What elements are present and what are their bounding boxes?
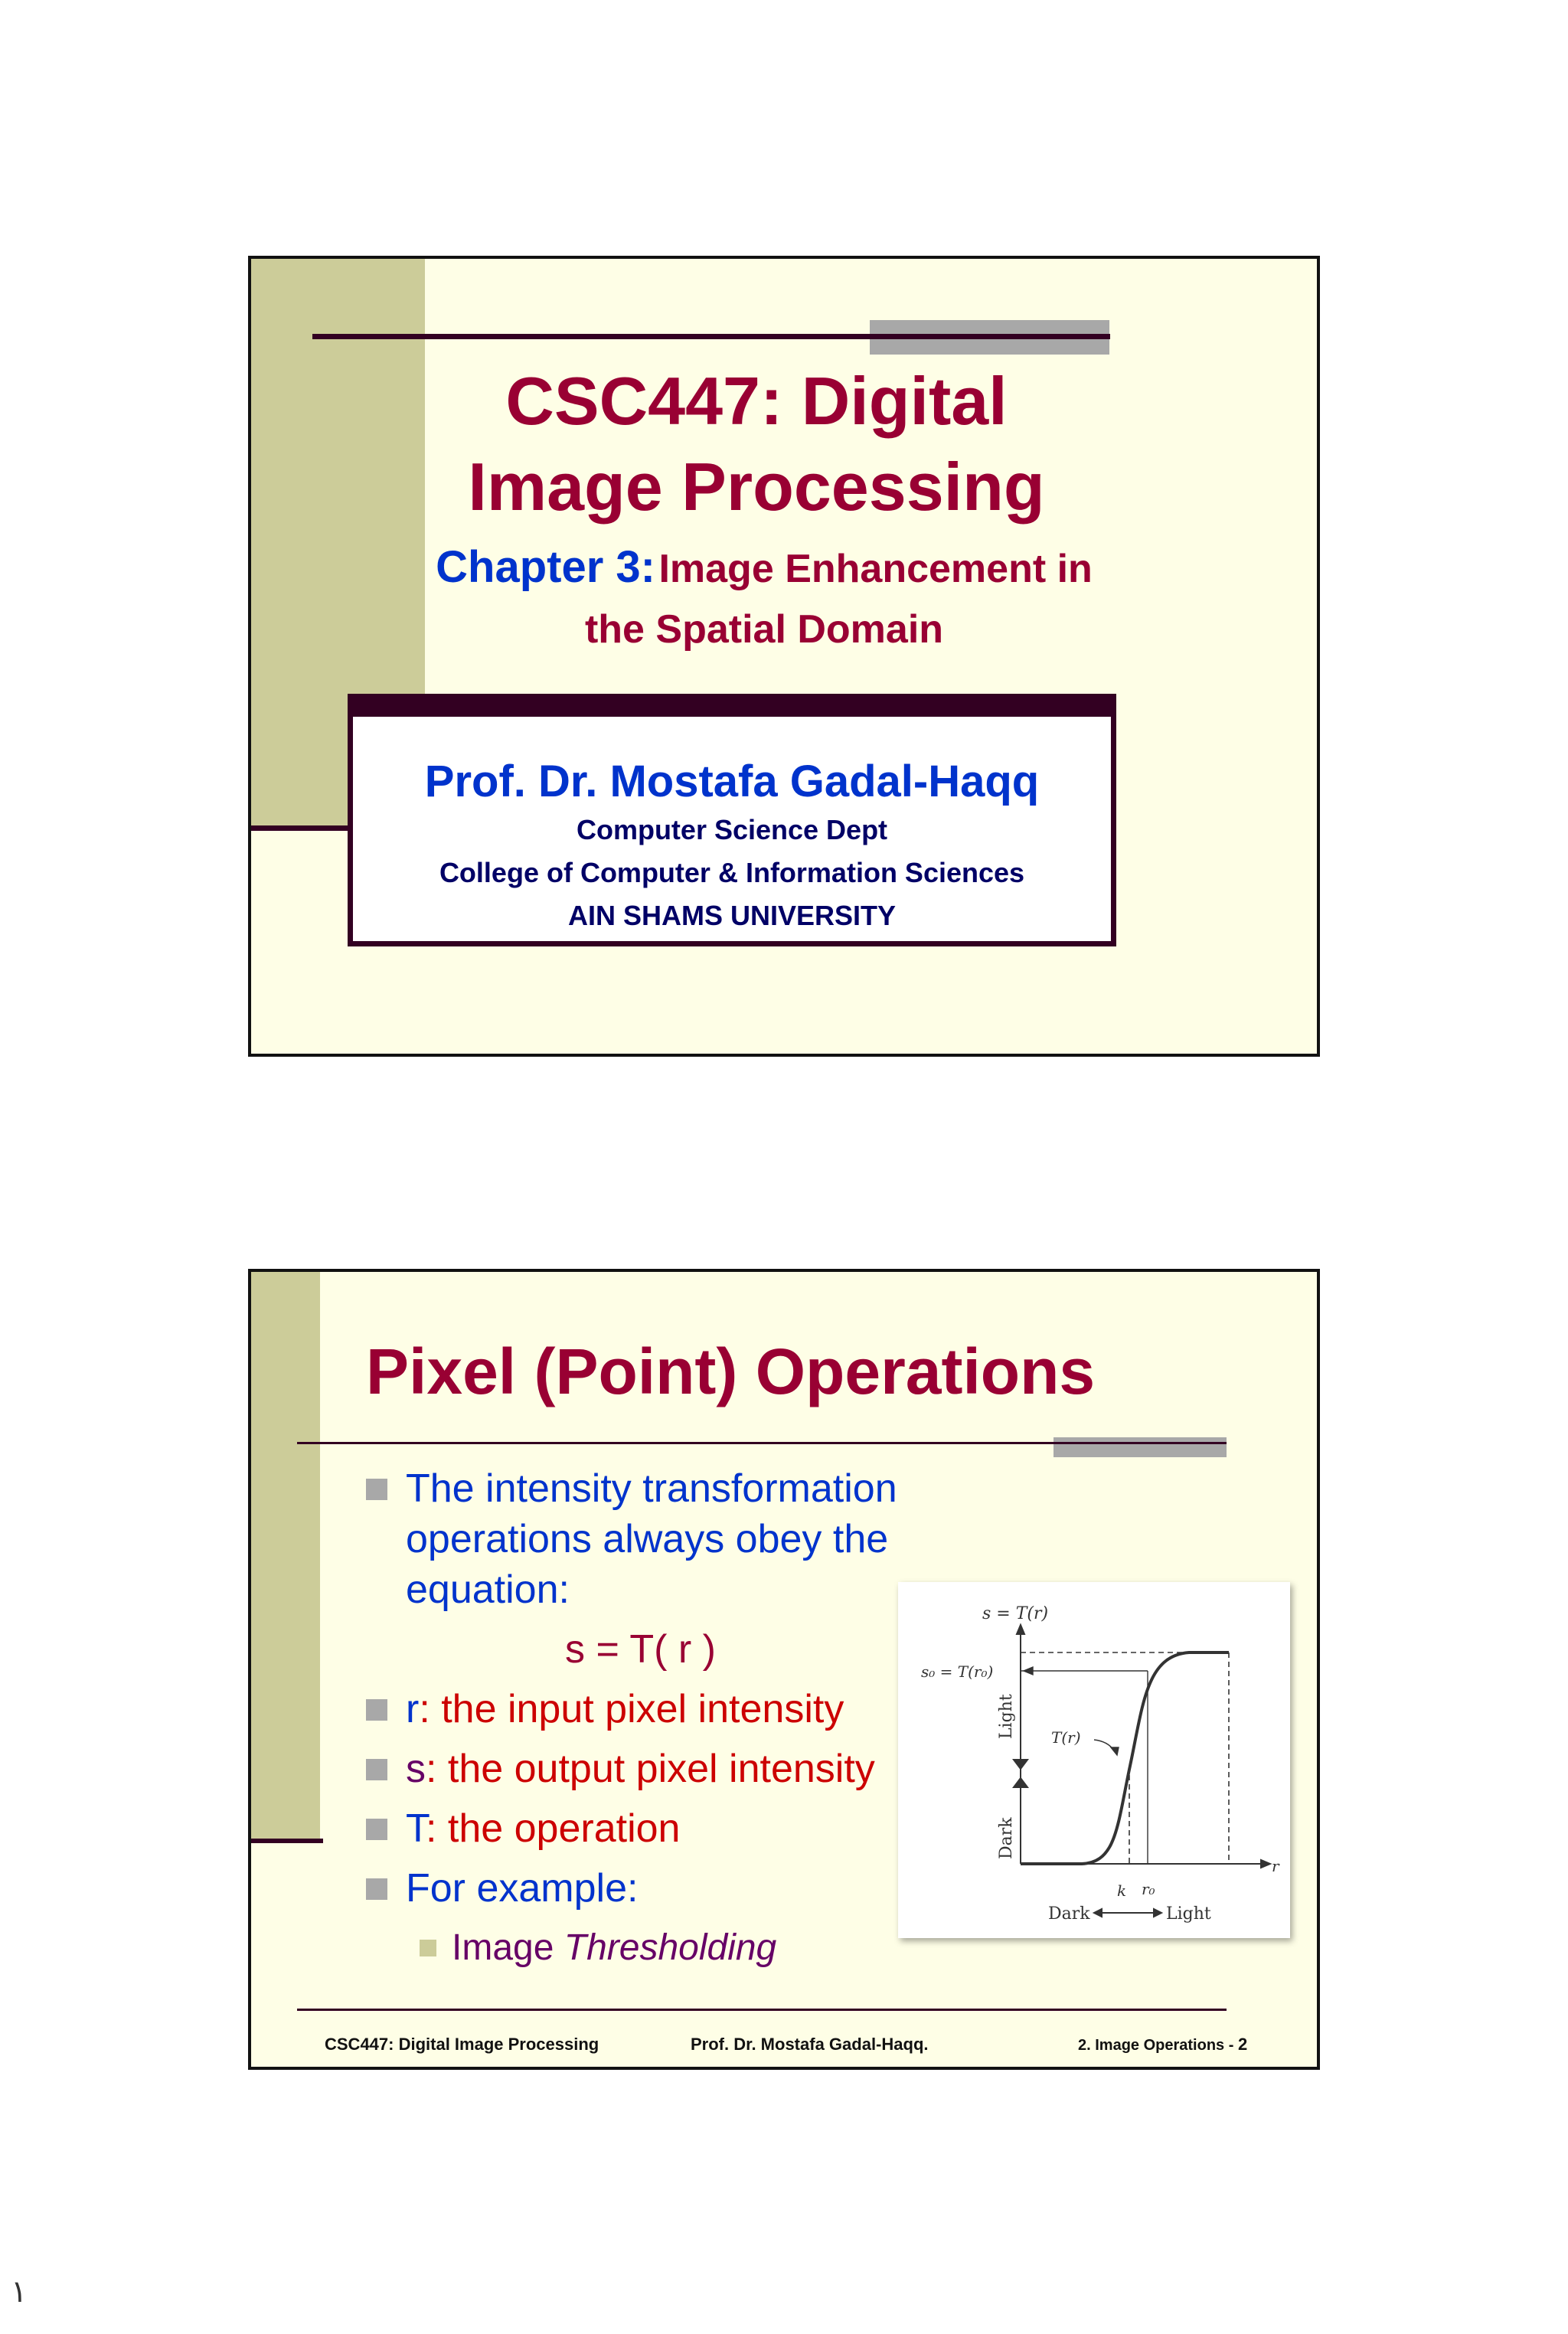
college: College of Computer & Information Sciences bbox=[439, 857, 1025, 888]
y-axis-arrow-icon bbox=[1017, 1625, 1024, 1634]
dark-label: Dark bbox=[997, 1817, 1016, 1859]
x-axis-arrow-icon bbox=[1261, 1860, 1270, 1868]
light-label: Light bbox=[997, 1694, 1016, 1739]
curve-label: T(r) bbox=[1051, 1728, 1081, 1747]
square-bullet-icon bbox=[366, 1819, 387, 1840]
side-rule bbox=[251, 825, 351, 831]
s0-label: s₀ = T(r₀) bbox=[921, 1662, 994, 1681]
square-bullet-icon bbox=[366, 1759, 387, 1780]
equation: s = T( r ) bbox=[565, 1627, 716, 1672]
content-slide bbox=[248, 1269, 1320, 2070]
list-item: r: the input pixel intensity bbox=[366, 1684, 994, 1734]
footer-course: CSC447: Digital Image Processing bbox=[325, 2035, 599, 2054]
footer-page: 2. Image Operations - 2 bbox=[1078, 2035, 1248, 2054]
transform-curve bbox=[1021, 1652, 1229, 1864]
square-bullet-icon bbox=[366, 1878, 387, 1900]
sub-list-item: Image Thresholding bbox=[366, 1923, 994, 1973]
footer-author: Prof. Dr. Mostafa Gadal-Haqq. bbox=[691, 2035, 929, 2054]
top-rule bbox=[312, 334, 1110, 339]
list-item: s: the output pixel intensity bbox=[366, 1744, 994, 1794]
x-light-label: Light bbox=[1166, 1904, 1211, 1924]
chapter-heading bbox=[435, 542, 1093, 665]
title-slide bbox=[248, 256, 1320, 1057]
list-item: The intensity transformation operations always obey the equation: bbox=[366, 1463, 994, 1615]
r0-label: r₀ bbox=[1142, 1880, 1155, 1898]
slide-title: CSC447: Digital Image Processing bbox=[468, 363, 1045, 525]
gray-accent-bar bbox=[1054, 1437, 1227, 1457]
sigmoid-transform-plot bbox=[898, 1582, 1290, 1938]
chapter-label: Chapter 3: bbox=[436, 542, 655, 592]
page-number: ١ bbox=[11, 2275, 28, 2309]
olive-sidebar-block bbox=[251, 1272, 320, 1842]
footer-rule bbox=[297, 2009, 1227, 2011]
square-bullet-icon bbox=[366, 1479, 387, 1500]
curve-pointer bbox=[1094, 1740, 1114, 1750]
author-name: Prof. Dr. Mostafa Gadal-Haqq bbox=[424, 757, 1040, 806]
square-bullet-icon bbox=[420, 1940, 436, 1956]
k-label: k bbox=[1117, 1881, 1127, 1900]
slide-title: Pixel (Point) Operations bbox=[366, 1335, 1096, 1407]
chapter-title: Image Enhancement in the Spatial Domain bbox=[584, 547, 1093, 652]
university: AIN SHAMS UNIVERSITY bbox=[567, 900, 897, 931]
transformation-figure bbox=[898, 1582, 1290, 1938]
list-item: For example: bbox=[366, 1863, 994, 1914]
x-dark-label: Dark bbox=[1048, 1904, 1090, 1924]
list-item: T: the operation bbox=[366, 1803, 994, 1854]
title-rule bbox=[297, 1442, 1227, 1444]
r-axis-label: r bbox=[1272, 1857, 1279, 1875]
side-rule bbox=[251, 1839, 323, 1843]
department: Computer Science Dept bbox=[576, 814, 888, 845]
square-bullet-icon bbox=[366, 1699, 387, 1721]
y-axis-label: s = T(r) bbox=[982, 1604, 1049, 1623]
author-box bbox=[348, 694, 1116, 946]
